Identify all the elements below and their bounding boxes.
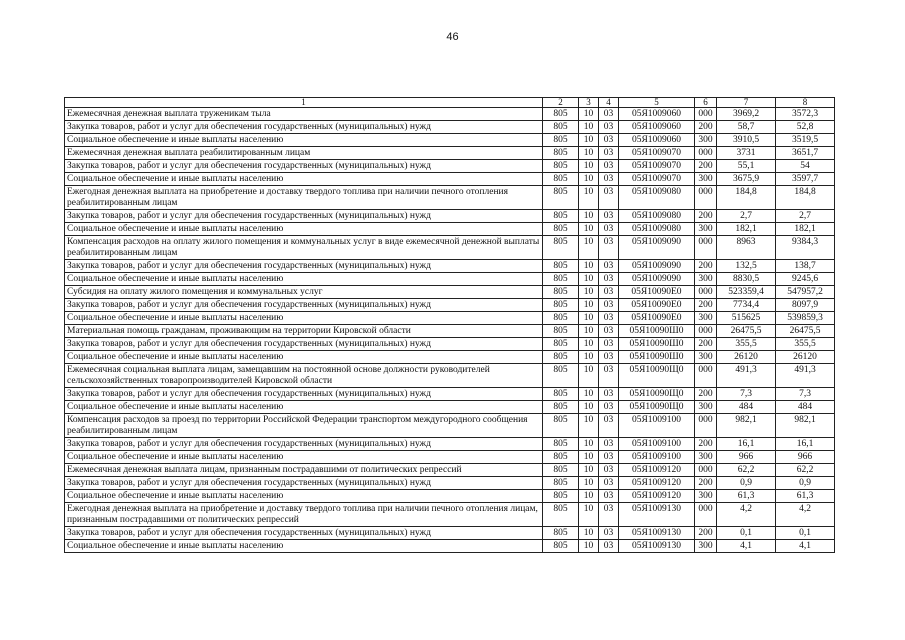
expense-type-cell: 000 <box>695 186 717 210</box>
ministry-code-cell: 805 <box>543 134 579 147</box>
amount-year2-cell: 3519,5 <box>776 134 835 147</box>
table-row <box>65 160 835 173</box>
subsection-cell: 03 <box>599 299 619 312</box>
column-header: 1 <box>65 98 543 108</box>
amount-year2-cell: 3572,3 <box>776 108 835 121</box>
ministry-code-cell: 805 <box>543 527 579 540</box>
section-cell: 10 <box>579 173 599 186</box>
ministry-code-cell: 805 <box>543 108 579 121</box>
amount-year1-cell: 0,1 <box>717 527 776 540</box>
target-article-cell: 05Я1009120 <box>619 490 695 503</box>
target-article-cell: 05Я10090Е0 <box>619 286 695 299</box>
expense-type-cell: 200 <box>695 527 717 540</box>
amount-year1-cell: 966 <box>717 451 776 464</box>
column-header: 7 <box>717 98 776 108</box>
row-name-cell: Социальное обеспечение и иные выплаты населению <box>65 401 543 414</box>
subsection-cell: 03 <box>599 540 619 553</box>
target-article-cell: 05Я1009130 <box>619 503 695 527</box>
expense-type-cell: 300 <box>695 490 717 503</box>
target-article-cell: 05Я1009120 <box>619 477 695 490</box>
target-article-cell: 05Я1009070 <box>619 147 695 160</box>
expense-type-cell: 000 <box>695 364 717 388</box>
amount-year1-cell: 8963 <box>717 236 776 260</box>
amount-year1-cell: 4,1 <box>717 540 776 553</box>
ministry-code-cell: 805 <box>543 540 579 553</box>
amount-year2-cell: 184,8 <box>776 186 835 210</box>
row-name-cell: Материальная помощь гражданам, проживающим на территории Кировской области <box>65 325 543 338</box>
ministry-code-cell: 805 <box>543 338 579 351</box>
row-name-cell: Закупка товаров, работ и услуг для обеспечения государственных (муниципальных) нужд <box>65 160 543 173</box>
expense-type-cell: 200 <box>695 121 717 134</box>
amount-year1-cell: 8830,5 <box>717 273 776 286</box>
amount-year1-cell: 3731 <box>717 147 776 160</box>
table-row <box>65 438 835 451</box>
section-cell: 10 <box>579 401 599 414</box>
expense-type-cell: 300 <box>695 273 717 286</box>
expense-type-cell: 200 <box>695 160 717 173</box>
target-article-cell: 05Я10090Щ0 <box>619 364 695 388</box>
row-name-cell: Социальное обеспечение и иные выплаты населению <box>65 173 543 186</box>
expense-type-cell: 000 <box>695 325 717 338</box>
ministry-code-cell: 805 <box>543 503 579 527</box>
ministry-code-cell: 805 <box>543 186 579 210</box>
subsection-cell: 03 <box>599 160 619 173</box>
amount-year2-cell: 182,1 <box>776 223 835 236</box>
amount-year2-cell: 138,7 <box>776 260 835 273</box>
table-row <box>65 286 835 299</box>
amount-year2-cell: 16,1 <box>776 438 835 451</box>
table-row <box>65 260 835 273</box>
table-row <box>65 325 835 338</box>
row-name-cell: Ежемесячная денежная выплата труженикам тыла <box>65 108 543 121</box>
row-name-cell: Закупка товаров, работ и услуг для обеспечения государственных (муниципальных) нужд <box>65 338 543 351</box>
subsection-cell: 03 <box>599 186 619 210</box>
target-article-cell: 05Я1009080 <box>619 223 695 236</box>
ministry-code-cell: 805 <box>543 160 579 173</box>
amount-year1-cell: 2,7 <box>717 210 776 223</box>
target-article-cell: 05Я1009070 <box>619 173 695 186</box>
table-row <box>65 388 835 401</box>
amount-year2-cell: 491,3 <box>776 364 835 388</box>
table-row <box>65 527 835 540</box>
target-article-cell: 05Я1009060 <box>619 121 695 134</box>
subsection-cell: 03 <box>599 338 619 351</box>
ministry-code-cell: 805 <box>543 236 579 260</box>
target-article-cell: 05Я10090Е0 <box>619 299 695 312</box>
amount-year1-cell: 0,9 <box>717 477 776 490</box>
table-row <box>65 108 835 121</box>
row-name-cell: Субсидия на оплату жилого помещения и коммунальных услуг <box>65 286 543 299</box>
section-cell: 10 <box>579 236 599 260</box>
subsection-cell: 03 <box>599 325 619 338</box>
ministry-code-cell: 805 <box>543 351 579 364</box>
ministry-code-cell: 805 <box>543 364 579 388</box>
section-cell: 10 <box>579 451 599 464</box>
table-row <box>65 299 835 312</box>
table-row <box>65 236 835 260</box>
section-cell: 10 <box>579 438 599 451</box>
subsection-cell: 03 <box>599 464 619 477</box>
table-row <box>65 273 835 286</box>
ministry-code-cell: 805 <box>543 438 579 451</box>
section-cell: 10 <box>579 108 599 121</box>
row-name-cell: Компенсация расходов на оплату жилого помещения и коммунальных услуг в виде ежемесячной денежной выплаты реабилитированным лицам <box>65 236 543 260</box>
row-name-cell: Ежемесячная денежная выплата лицам, признанным пострадавшими от политических репрессий <box>65 464 543 477</box>
table-row <box>65 451 835 464</box>
amount-year2-cell: 966 <box>776 451 835 464</box>
expense-type-cell: 200 <box>695 438 717 451</box>
ministry-code-cell: 805 <box>543 210 579 223</box>
table-row <box>65 540 835 553</box>
page-number: 46 <box>446 31 459 43</box>
table-row <box>65 503 835 527</box>
amount-year2-cell: 62,2 <box>776 464 835 477</box>
ministry-code-cell: 805 <box>543 451 579 464</box>
amount-year2-cell: 52,8 <box>776 121 835 134</box>
row-name-cell: Социальное обеспечение и иные выплаты населению <box>65 451 543 464</box>
row-name-cell: Ежегодная денежная выплата на приобретение и доставку твердого топлива при наличии печного отопления лицам, признанным пострадавшими от политических репрессий <box>65 503 543 527</box>
ministry-code-cell: 805 <box>543 490 579 503</box>
amount-year2-cell: 7,3 <box>776 388 835 401</box>
table-row <box>65 147 835 160</box>
row-name-cell: Закупка товаров, работ и услуг для обеспечения государственных (муниципальных) нужд <box>65 527 543 540</box>
expense-type-cell: 000 <box>695 464 717 477</box>
row-name-cell: Закупка товаров, работ и услуг для обеспечения государственных (муниципальных) нужд <box>65 299 543 312</box>
amount-year2-cell: 8097,9 <box>776 299 835 312</box>
column-header: 6 <box>695 98 717 108</box>
section-cell: 10 <box>579 260 599 273</box>
target-article-cell: 05Я1009100 <box>619 414 695 438</box>
subsection-cell: 03 <box>599 490 619 503</box>
subsection-cell: 03 <box>599 388 619 401</box>
target-article-cell: 05Я1009100 <box>619 451 695 464</box>
subsection-cell: 03 <box>599 260 619 273</box>
amount-year2-cell: 26475,5 <box>776 325 835 338</box>
row-name-cell: Социальное обеспечение и иные выплаты населению <box>65 223 543 236</box>
amount-year2-cell: 9245,6 <box>776 273 835 286</box>
ministry-code-cell: 805 <box>543 325 579 338</box>
row-name-cell: Социальное обеспечение и иные выплаты населению <box>65 540 543 553</box>
subsection-cell: 03 <box>599 364 619 388</box>
section-cell: 10 <box>579 312 599 325</box>
expense-type-cell: 200 <box>695 260 717 273</box>
section-cell: 10 <box>579 503 599 527</box>
section-cell: 10 <box>579 414 599 438</box>
target-article-cell: 05Я1009090 <box>619 273 695 286</box>
row-name-cell: Социальное обеспечение и иные выплаты населению <box>65 490 543 503</box>
expense-type-cell: 200 <box>695 338 717 351</box>
subsection-cell: 03 <box>599 134 619 147</box>
amount-year1-cell: 182,1 <box>717 223 776 236</box>
table-row <box>65 121 835 134</box>
section-cell: 10 <box>579 325 599 338</box>
subsection-cell: 03 <box>599 173 619 186</box>
target-article-cell: 05Я1009060 <box>619 134 695 147</box>
column-header: 5 <box>619 98 695 108</box>
target-article-cell: 05Я10090Е0 <box>619 312 695 325</box>
expense-type-cell: 000 <box>695 286 717 299</box>
amount-year1-cell: 58,7 <box>717 121 776 134</box>
target-article-cell: 05Я1009070 <box>619 160 695 173</box>
expense-type-cell: 300 <box>695 173 717 186</box>
target-article-cell: 05Я1009060 <box>619 108 695 121</box>
section-cell: 10 <box>579 186 599 210</box>
column-header: 3 <box>579 98 599 108</box>
amount-year2-cell: 3597,7 <box>776 173 835 186</box>
amount-year2-cell: 4,2 <box>776 503 835 527</box>
row-name-cell: Социальное обеспечение и иные выплаты населению <box>65 312 543 325</box>
row-name-cell: Компенсация расходов за проезд по территории Российской Федерации транспортом междугородного сообщения реабилитированным лицам <box>65 414 543 438</box>
target-article-cell: 05Я10090Ш0 <box>619 325 695 338</box>
section-cell: 10 <box>579 210 599 223</box>
subsection-cell: 03 <box>599 503 619 527</box>
section-cell: 10 <box>579 477 599 490</box>
expense-type-cell: 000 <box>695 236 717 260</box>
table-row <box>65 414 835 438</box>
amount-year1-cell: 26475,5 <box>717 325 776 338</box>
column-header: 4 <box>599 98 619 108</box>
expense-type-cell: 200 <box>695 299 717 312</box>
amount-year1-cell: 491,3 <box>717 364 776 388</box>
target-article-cell: 05Я1009120 <box>619 464 695 477</box>
expense-type-cell: 300 <box>695 451 717 464</box>
ministry-code-cell: 805 <box>543 299 579 312</box>
expense-type-cell: 000 <box>695 108 717 121</box>
ministry-code-cell: 805 <box>543 414 579 438</box>
section-cell: 10 <box>579 540 599 553</box>
section-cell: 10 <box>579 490 599 503</box>
subsection-cell: 03 <box>599 451 619 464</box>
amount-year1-cell: 7734,4 <box>717 299 776 312</box>
subsection-cell: 03 <box>599 351 619 364</box>
subsection-cell: 03 <box>599 273 619 286</box>
ministry-code-cell: 805 <box>543 401 579 414</box>
subsection-cell: 03 <box>599 527 619 540</box>
target-article-cell: 05Я1009090 <box>619 260 695 273</box>
subsection-cell: 03 <box>599 438 619 451</box>
expense-type-cell: 000 <box>695 503 717 527</box>
amount-year1-cell: 3969,2 <box>717 108 776 121</box>
table-row <box>65 312 835 325</box>
table-row <box>65 464 835 477</box>
section-cell: 10 <box>579 273 599 286</box>
row-name-cell: Закупка товаров, работ и услуг для обеспечения государственных (муниципальных) нужд <box>65 210 543 223</box>
row-name-cell: Социальное обеспечение и иные выплаты населению <box>65 134 543 147</box>
target-article-cell: 05Я1009130 <box>619 527 695 540</box>
table-row <box>65 210 835 223</box>
section-cell: 10 <box>579 147 599 160</box>
subsection-cell: 03 <box>599 210 619 223</box>
table-row <box>65 173 835 186</box>
target-article-cell: 05Я1009100 <box>619 438 695 451</box>
subsection-cell: 03 <box>599 414 619 438</box>
target-article-cell: 05Я10090Ш0 <box>619 351 695 364</box>
amount-year1-cell: 184,8 <box>717 186 776 210</box>
amount-year2-cell: 355,5 <box>776 338 835 351</box>
amount-year2-cell: 484 <box>776 401 835 414</box>
table-row <box>65 490 835 503</box>
amount-year2-cell: 61,3 <box>776 490 835 503</box>
amount-year1-cell: 55,1 <box>717 160 776 173</box>
ministry-code-cell: 805 <box>543 260 579 273</box>
ministry-code-cell: 805 <box>543 477 579 490</box>
section-cell: 10 <box>579 388 599 401</box>
amount-year1-cell: 515625 <box>717 312 776 325</box>
table-row <box>65 364 835 388</box>
ministry-code-cell: 805 <box>543 223 579 236</box>
section-cell: 10 <box>579 134 599 147</box>
target-article-cell: 05Я1009080 <box>619 186 695 210</box>
ministry-code-cell: 805 <box>543 464 579 477</box>
ministry-code-cell: 805 <box>543 286 579 299</box>
expense-type-cell: 300 <box>695 312 717 325</box>
table-row <box>65 134 835 147</box>
amount-year2-cell: 9384,3 <box>776 236 835 260</box>
expense-type-cell: 300 <box>695 223 717 236</box>
amount-year2-cell: 982,1 <box>776 414 835 438</box>
expense-type-cell: 200 <box>695 388 717 401</box>
section-cell: 10 <box>579 121 599 134</box>
amount-year2-cell: 54 <box>776 160 835 173</box>
table-row <box>65 477 835 490</box>
subsection-cell: 03 <box>599 108 619 121</box>
ministry-code-cell: 805 <box>543 388 579 401</box>
amount-year1-cell: 26120 <box>717 351 776 364</box>
amount-year1-cell: 62,2 <box>717 464 776 477</box>
subsection-cell: 03 <box>599 286 619 299</box>
amount-year2-cell: 4,1 <box>776 540 835 553</box>
amount-year2-cell: 3651,7 <box>776 147 835 160</box>
ministry-code-cell: 805 <box>543 121 579 134</box>
subsection-cell: 03 <box>599 312 619 325</box>
budget-table <box>64 97 835 553</box>
row-name-cell: Закупка товаров, работ и услуг для обеспечения государственных (муниципальных) нужд <box>65 477 543 490</box>
amount-year1-cell: 355,5 <box>717 338 776 351</box>
subsection-cell: 03 <box>599 401 619 414</box>
target-article-cell: 05Я10090Щ0 <box>619 401 695 414</box>
amount-year1-cell: 4,2 <box>717 503 776 527</box>
section-cell: 10 <box>579 160 599 173</box>
ministry-code-cell: 805 <box>543 312 579 325</box>
amount-year1-cell: 523359,4 <box>717 286 776 299</box>
section-cell: 10 <box>579 527 599 540</box>
column-header: 8 <box>776 98 835 108</box>
amount-year2-cell: 26120 <box>776 351 835 364</box>
ministry-code-cell: 805 <box>543 147 579 160</box>
target-article-cell: 05Я10090Ш0 <box>619 338 695 351</box>
row-name-cell: Закупка товаров, работ и услуг для обеспечения государственных (муниципальных) нужд <box>65 260 543 273</box>
row-name-cell: Закупка товаров, работ и услуг для обеспечения государственных (муниципальных) нужд <box>65 121 543 134</box>
section-cell: 10 <box>579 338 599 351</box>
section-cell: 10 <box>579 299 599 312</box>
row-name-cell: Закупка товаров, работ и услуг для обеспечения государственных (муниципальных) нужд <box>65 438 543 451</box>
amount-year1-cell: 61,3 <box>717 490 776 503</box>
amount-year1-cell: 982,1 <box>717 414 776 438</box>
target-article-cell: 05Я1009090 <box>619 236 695 260</box>
table-row <box>65 338 835 351</box>
row-name-cell: Закупка товаров, работ и услуг для обеспечения государственных (муниципальных) нужд <box>65 388 543 401</box>
amount-year1-cell: 3675,9 <box>717 173 776 186</box>
expense-type-cell: 200 <box>695 210 717 223</box>
amount-year1-cell: 132,5 <box>717 260 776 273</box>
amount-year2-cell: 0,1 <box>776 527 835 540</box>
amount-year1-cell: 16,1 <box>717 438 776 451</box>
expense-type-cell: 300 <box>695 351 717 364</box>
row-name-cell: Социальное обеспечение и иные выплаты населению <box>65 351 543 364</box>
amount-year1-cell: 484 <box>717 401 776 414</box>
amount-year2-cell: 2,7 <box>776 210 835 223</box>
table-header-row <box>65 98 835 108</box>
section-cell: 10 <box>579 464 599 477</box>
amount-year2-cell: 547957,2 <box>776 286 835 299</box>
amount-year1-cell: 3910,5 <box>717 134 776 147</box>
target-article-cell: 05Я1009130 <box>619 540 695 553</box>
subsection-cell: 03 <box>599 477 619 490</box>
target-article-cell: 05Я10090Щ0 <box>619 388 695 401</box>
subsection-cell: 03 <box>599 121 619 134</box>
column-header: 2 <box>543 98 579 108</box>
amount-year1-cell: 7,3 <box>717 388 776 401</box>
expense-type-cell: 200 <box>695 477 717 490</box>
expense-type-cell: 300 <box>695 134 717 147</box>
ministry-code-cell: 805 <box>543 273 579 286</box>
row-name-cell: Ежемесячная денежная выплата реабилитированным лицам <box>65 147 543 160</box>
expense-type-cell: 300 <box>695 540 717 553</box>
section-cell: 10 <box>579 223 599 236</box>
expense-type-cell: 000 <box>695 414 717 438</box>
row-name-cell: Ежемесячная социальная выплата лицам, замещавшим на постоянной основе должности руководителей сельскохозяйственных товаропроизводителей Кировской области <box>65 364 543 388</box>
section-cell: 10 <box>579 286 599 299</box>
subsection-cell: 03 <box>599 223 619 236</box>
subsection-cell: 03 <box>599 147 619 160</box>
section-cell: 10 <box>579 351 599 364</box>
table-row <box>65 186 835 210</box>
table-body <box>65 108 835 553</box>
row-name-cell: Социальное обеспечение и иные выплаты населению <box>65 273 543 286</box>
expense-type-cell: 300 <box>695 401 717 414</box>
expense-type-cell: 000 <box>695 147 717 160</box>
ministry-code-cell: 805 <box>543 173 579 186</box>
section-cell: 10 <box>579 364 599 388</box>
table-row <box>65 351 835 364</box>
amount-year2-cell: 0,9 <box>776 477 835 490</box>
subsection-cell: 03 <box>599 236 619 260</box>
table-row <box>65 223 835 236</box>
amount-year2-cell: 539859,3 <box>776 312 835 325</box>
table-row <box>65 401 835 414</box>
row-name-cell: Ежегодная денежная выплата на приобретение и доставку твердого топлива при наличии печного отопления реабилитированным лицам <box>65 186 543 210</box>
target-article-cell: 05Я1009080 <box>619 210 695 223</box>
